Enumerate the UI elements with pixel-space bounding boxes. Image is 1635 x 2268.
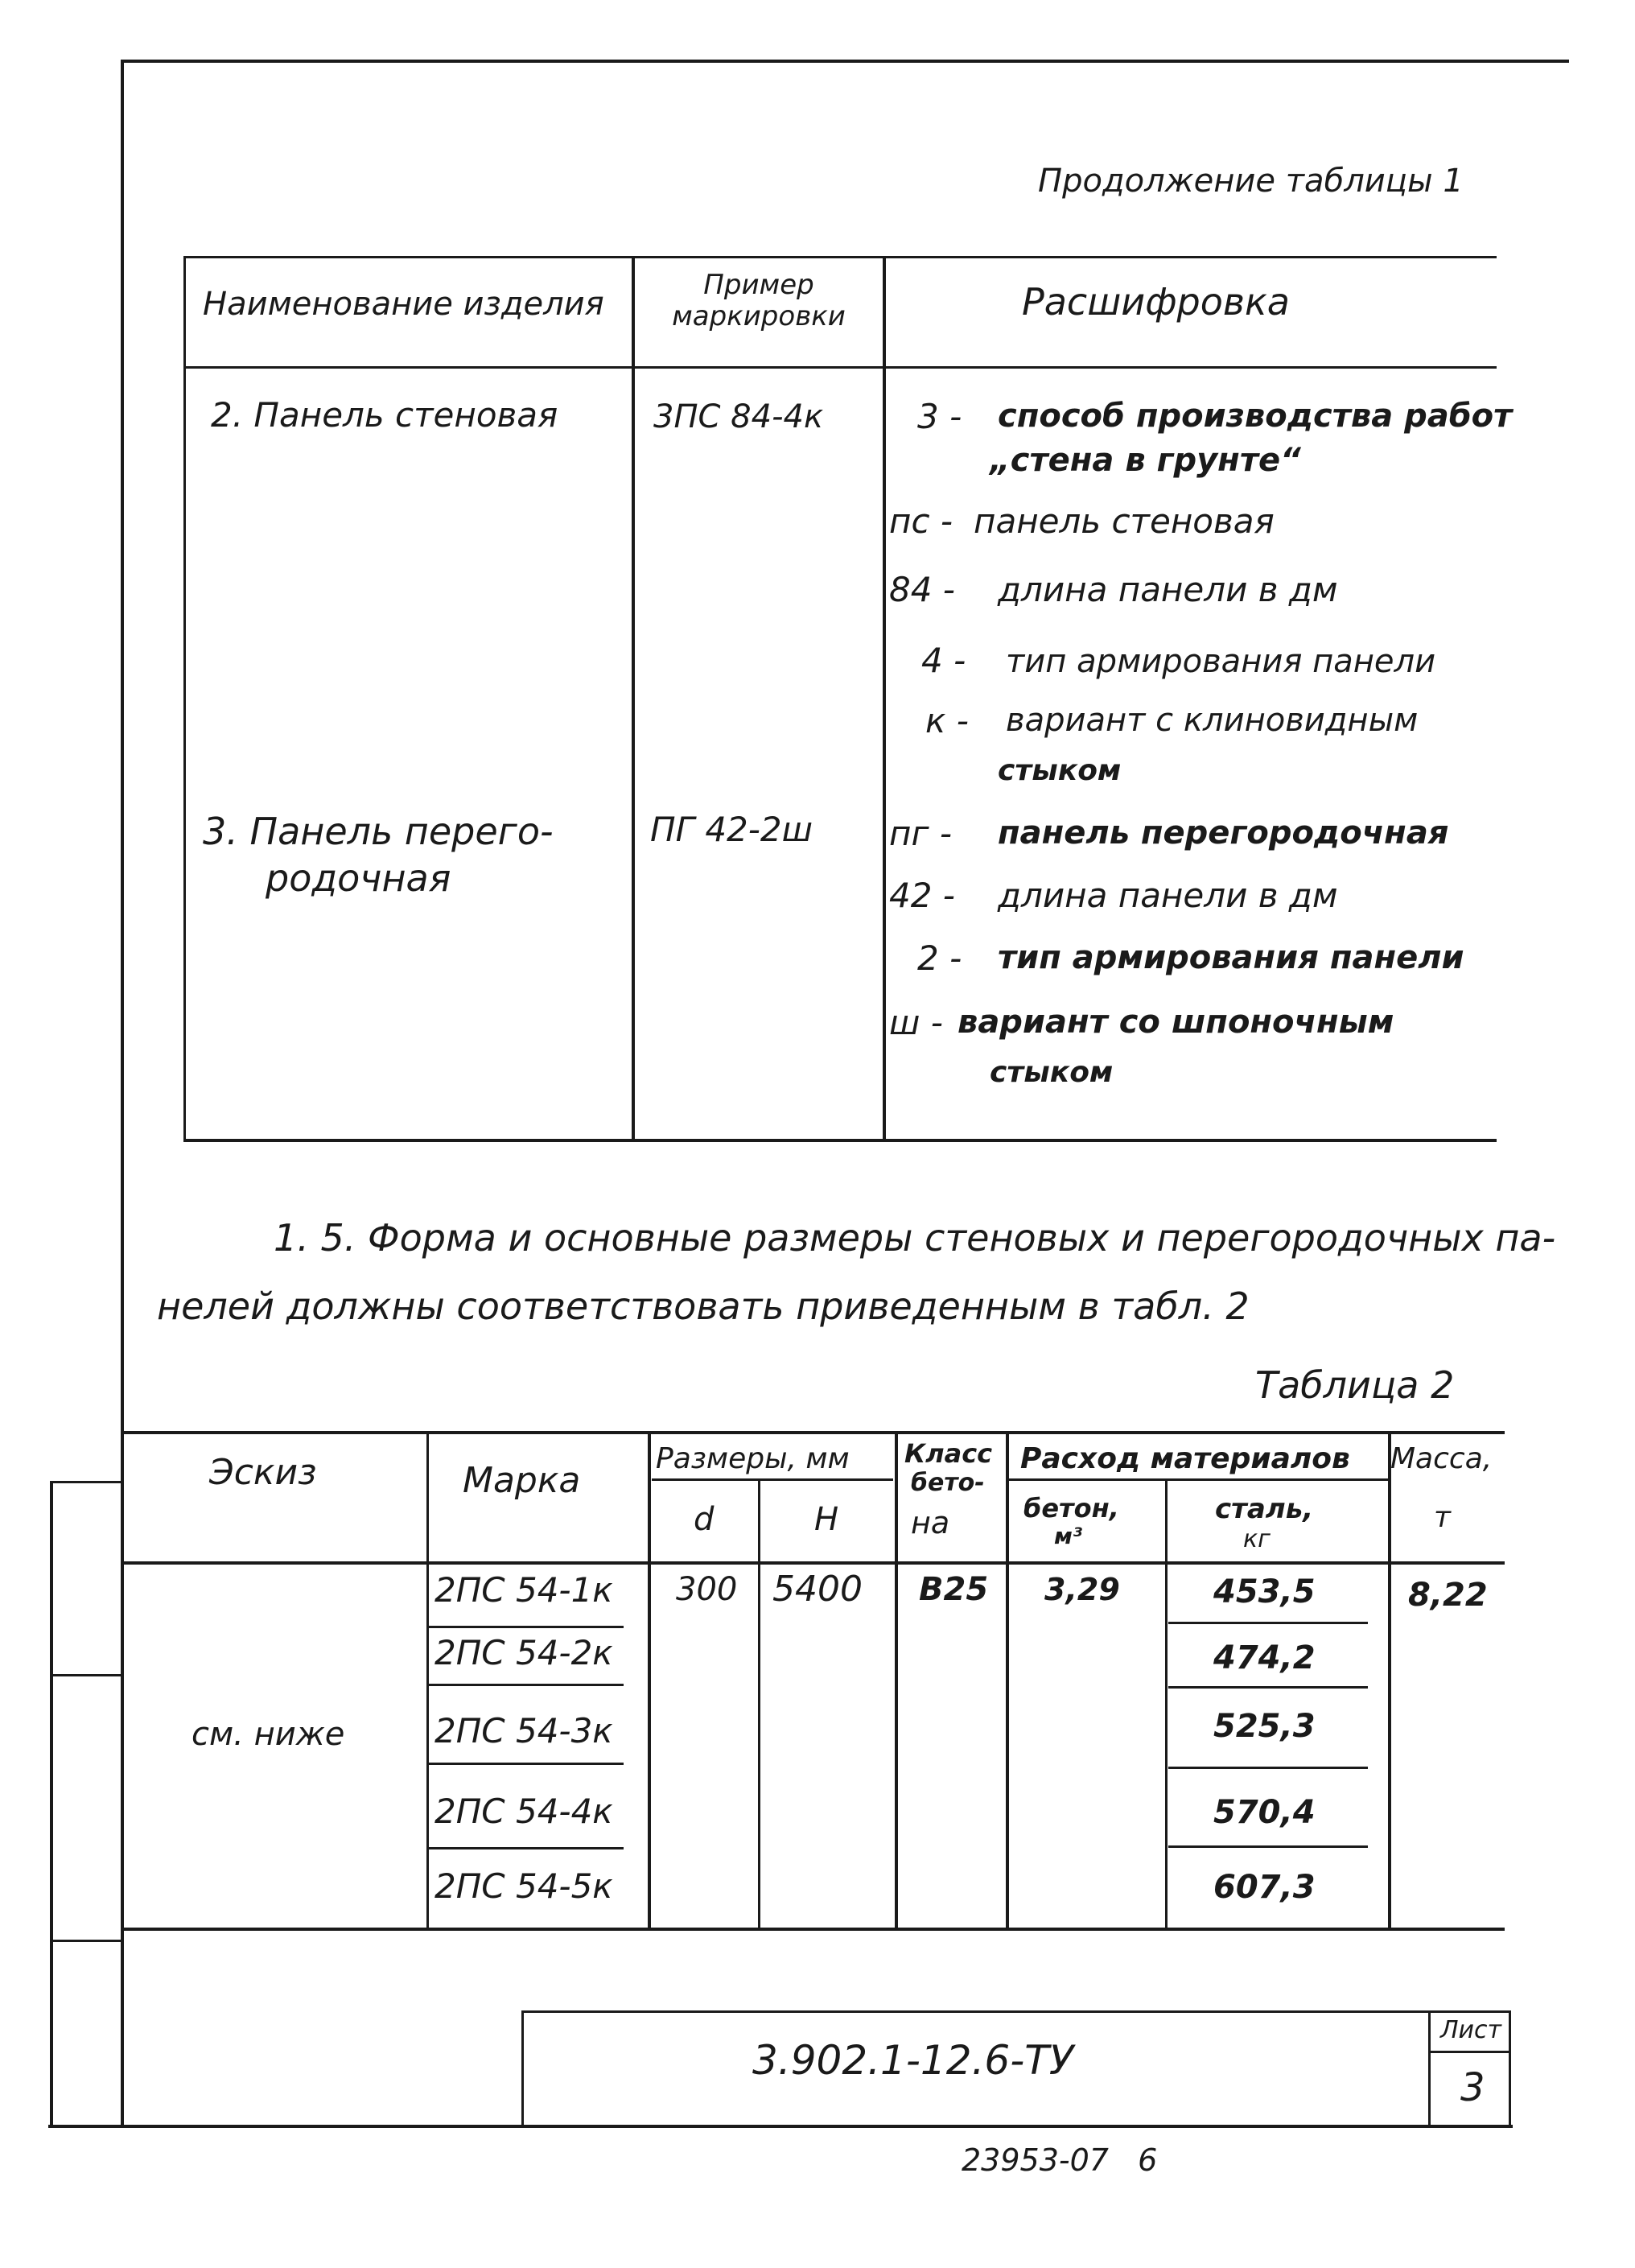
table1-row1-item3-text: длина панели в дм (998, 570, 1338, 609)
table2-row1-steel: 453,5 (1213, 1573, 1316, 1610)
table2-sizes-underline (652, 1478, 893, 1481)
table2-col-4 (895, 1431, 898, 1930)
table1-row1-item1-text-2: „стена в грунте“ (990, 442, 1301, 479)
table2-header-materials: Расход материалов (1020, 1442, 1350, 1475)
table2-mass-value: 8,22 (1408, 1577, 1488, 1614)
stamp-code: 3.902.1-12.6-ТУ (752, 2037, 1074, 2084)
stamp-top (521, 2010, 1511, 2013)
side-strip-tick-2 (50, 1674, 122, 1676)
table1-left-border (183, 256, 186, 1141)
table1-row2-item4-code: ш - (889, 1003, 943, 1042)
table1-row2-item1-text: панель перегородочная (998, 814, 1449, 852)
table2-row2-mark: 2ПС 54-2к (434, 1633, 613, 1672)
table1-row2-item3-code: 2 - (917, 938, 962, 978)
table1-row1-item1-text: способ производства работ (998, 398, 1513, 435)
table1-row1-item1-code: 3 - (917, 397, 962, 436)
table1-row2-name: 3. Панель перего- (203, 810, 554, 853)
stamp-sheet-label: Лист (1440, 2016, 1502, 2044)
table2-row3-steel: 525,3 (1213, 1708, 1316, 1745)
table1-top-border (183, 256, 1497, 258)
table1-row2-item1-code: пг - (889, 814, 953, 853)
table1-row1-item5-text-2: стыком (998, 754, 1122, 787)
table1-header-border (183, 366, 1497, 369)
table2-header-mark: Марка (463, 1460, 581, 1501)
table2-header-steel-1: сталь, (1215, 1493, 1314, 1525)
table2-steel-sep-4 (1168, 1845, 1368, 1848)
table1-row1-item4-text: тип армирования панели (1006, 643, 1436, 680)
table2-mark-sep-3 (426, 1763, 624, 1765)
table1-row2-item4-text: вариант со шпоночным (958, 1004, 1394, 1041)
table1-row2-item2-code: 42 - (889, 876, 955, 915)
table2-col-3 (758, 1478, 760, 1929)
frame-left (121, 60, 124, 2128)
table2-d-value: 300 (676, 1571, 738, 1608)
table2-header-sizes: Размеры, мм (656, 1442, 850, 1475)
side-strip-left (50, 1481, 53, 2125)
table2-header-class-3: на (911, 1505, 950, 1540)
table2-steel-sep-2 (1168, 1686, 1368, 1689)
table1-header-example: Пример маркировки (672, 269, 846, 333)
table2-col-5 (1006, 1431, 1009, 1930)
paragraph-line-1: 1. 5. Форма и основные размеры стеновых и перегородочных па- (274, 1216, 1556, 1260)
table2-header-steel-2: кг (1243, 1525, 1271, 1553)
table1-row2-item2-text: длина панели в дм (998, 876, 1338, 915)
table2-row4-mark: 2ПС 54-4к (434, 1792, 613, 1831)
table2-top-border (121, 1431, 1505, 1434)
table2-steel-sep-3 (1168, 1767, 1368, 1769)
stamp-left (521, 2010, 524, 2127)
table2-header-class-1: Класс (904, 1438, 993, 1469)
table2-mark-sep-1 (426, 1626, 624, 1628)
table1-row1-item4-code: 4 - (921, 641, 966, 680)
table2-mark-sep-2 (426, 1684, 624, 1686)
paragraph-line-2: нелей должны соответствовать приведенным в табл. 2 (157, 1285, 1250, 1328)
table2-header-class-2: бето- (911, 1469, 985, 1497)
table1-bottom-border (183, 1139, 1497, 1142)
table1-row1-item3-code: 84 - (889, 570, 955, 609)
side-strip-tick-3 (50, 1940, 122, 1942)
table1-row2-example: ПГ 42-2ш (650, 810, 813, 849)
table1-row1-item2-text: панель стеновая (974, 501, 1275, 541)
table1-row2-item3-text: тип армирования панели (998, 939, 1464, 976)
table2-col-2 (648, 1431, 651, 1930)
table2-class-value: В25 (919, 1571, 989, 1608)
table2-header-mass-2: т (1434, 1501, 1451, 1534)
table2-header-concrete-2: м³ (1054, 1523, 1083, 1549)
table1-row2-item4-text-2: стыком (990, 1056, 1114, 1089)
table2-col-7 (1388, 1431, 1391, 1930)
table1-row1-item2-code: пс - (889, 501, 953, 541)
table2-row3-mark: 2ПС 54-3к (434, 1711, 613, 1750)
table1-header-name: Наименование изделия (203, 286, 604, 323)
table2-materials-underline (1006, 1478, 1388, 1481)
table1-row1-example: 3ПС 84-4к (653, 398, 824, 435)
stamp-sheet-number: 3 (1460, 2065, 1485, 2110)
table2-steel-sep-1 (1168, 1622, 1368, 1624)
frame-top (121, 60, 1569, 63)
table2-bottom-border (121, 1928, 1505, 1931)
table1-row2-name-2: родочная (266, 856, 451, 900)
table2-header-mass-1: Масса, (1390, 1442, 1493, 1475)
table2-concrete-value: 3,29 (1044, 1572, 1120, 1607)
table2-row2-steel: 474,2 (1213, 1639, 1316, 1676)
stamp-right (1509, 2010, 1511, 2127)
continuation-caption: Продолжение таблицы 1 (1038, 163, 1464, 200)
table2-row5-steel: 607,3 (1213, 1869, 1316, 1906)
table2-header-h: H (814, 1501, 839, 1538)
table2-col-1 (426, 1431, 429, 1930)
table2-header-sketch: Эскиз (209, 1452, 317, 1493)
table1-header-decoding: Расшифровка (1022, 280, 1290, 324)
table1-row1-name: 2. Панель стеновая (211, 395, 558, 435)
table2-sketch-value: см. ниже (192, 1716, 345, 1753)
stamp-sheet-divider (1428, 2010, 1431, 2127)
table1-row1-item5-code: к - (925, 701, 969, 740)
stamp-sheet-label-underline (1428, 2051, 1511, 2053)
table2-header-d: d (694, 1501, 715, 1538)
table2-h-value: 5400 (772, 1569, 863, 1610)
table2-header-concrete-1: бетон, (1023, 1493, 1119, 1524)
table2-col-6 (1165, 1478, 1168, 1929)
table1-row1-item5-text: вариант с клиновидным (1006, 702, 1419, 739)
table2-row4-steel: 570,4 (1213, 1794, 1316, 1831)
side-strip-tick-1 (50, 1481, 122, 1483)
table1-col-divider-2 (883, 256, 886, 1141)
frame-bottom (48, 2125, 1513, 2128)
table2-row1-mark: 2ПС 54-1к (434, 1570, 613, 1610)
table2-mark-sep-4 (426, 1847, 624, 1849)
archive-number: 23953-07 6 (962, 2142, 1158, 2178)
table2-caption: Таблица 2 (1255, 1363, 1455, 1407)
table1-col-divider-1 (632, 256, 635, 1141)
table2-row5-mark: 2ПС 54-5к (434, 1866, 613, 1906)
table2-header-border (121, 1561, 1505, 1565)
